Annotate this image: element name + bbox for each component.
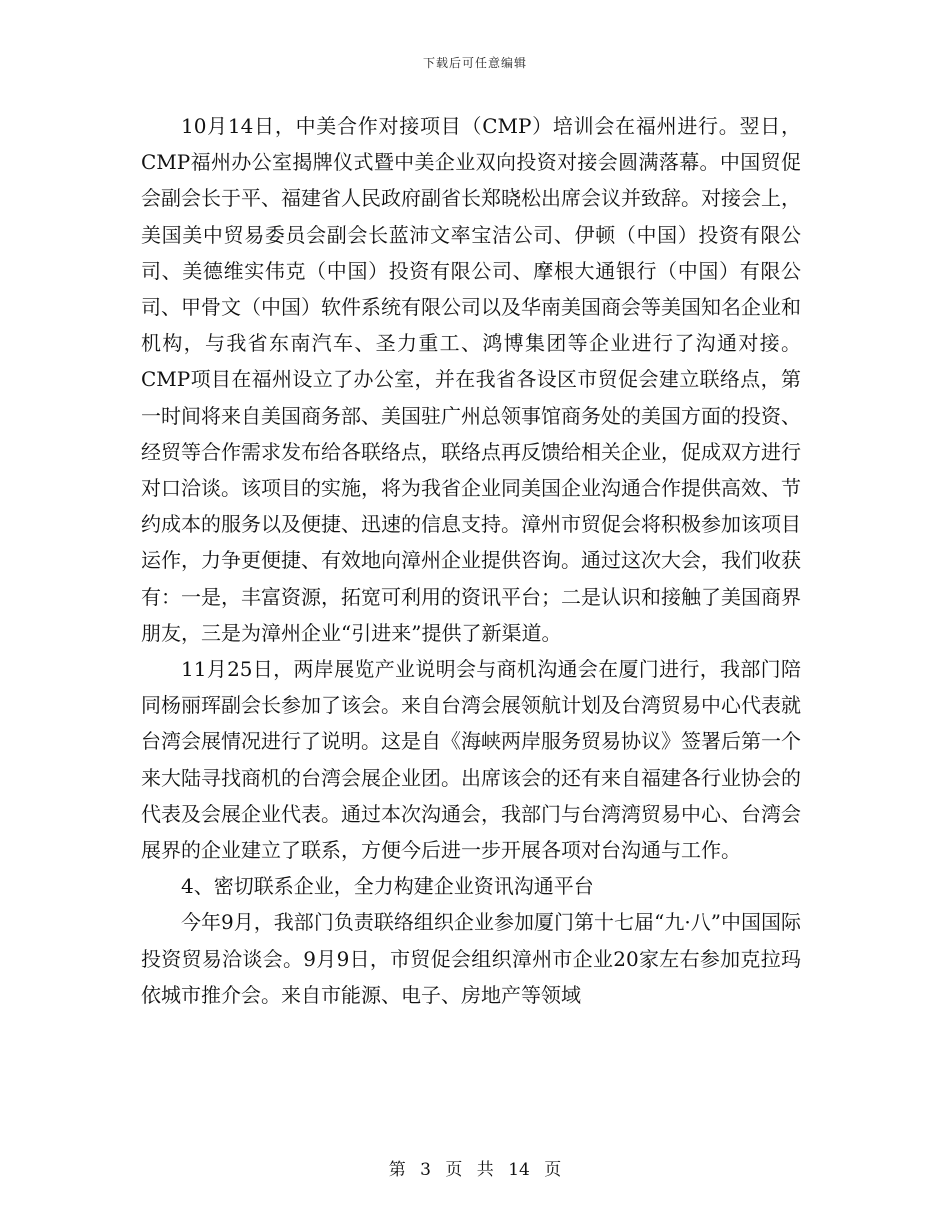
page-footer xyxy=(0,1155,950,1180)
document-body xyxy=(141,108,801,1013)
paragraph-cross-strait-exhibition: 11月25日，两岸展览产业说明会与商机沟通会在厦门进行，我部门陪同杨丽珲副会长参加了该会。来自台湾会展领航计划及台湾贸易中心代表就台湾会展情况进行了说明。这是自《海峡两岸服务贸易协议》签署后第一个来大陆寻找商机的台湾会展企业团。出席该会的还有来自福建各行业协会的代表及会展企业代表。通过本次沟通会，我部门与台湾湾贸易中心、台湾会展界的企业建立了联系，方便今后进一步开展各项对台沟通与工作。 xyxy=(141,657,801,863)
total-pages-number: 14 xyxy=(508,1160,530,1180)
footer-di: 第 xyxy=(388,1160,406,1180)
section-heading-4: 4、密切联系企业，全力构建企业资讯沟通平台 xyxy=(181,874,594,899)
current-page-number: 3 xyxy=(420,1160,431,1180)
footer-gong: 共 xyxy=(476,1160,494,1180)
page-header: 下载后可任意编辑 xyxy=(422,56,527,70)
footer-ye: 页 xyxy=(445,1160,463,1180)
footer-ye-end: 页 xyxy=(544,1160,562,1180)
paragraph-investment-fair: 今年9月，我部门负责联络组织企业参加厦门第十七届“九·八”中国国际投资贸易洽谈会。9月9日，市贸促会组织漳州市企业20家左右参加克拉玛依城市推介会。来自市能源、电子、房地产等领域 xyxy=(141,910,801,1007)
paragraph-cmp-meeting: 10月14日，中美合作对接项目（CMP）培训会在福州进行。翌日，CMP福州办公室揭牌仪式暨中美企业双向投资对接会圆满落幕。中国贸促会副会长于平、福建省人民政府副省长郑晓松出席会议并致辞。对接会上，美国美中贸易委员会副会长蓝沛文率宝洁公司、伊顿（中国）投资有限公司、美德维实伟克（中国）投资有限公司、摩根大通银行（中国）有限公司、甲骨文（中国）软件系统有限公司以及华南美国商会等美国知名企业和机构，与我省东南汽车、圣力重工、鸿博集团等企业进行了沟通对接。 CMP项目在福州设立了办公室，并在我省各设区市贸促会建立联络点，第一时间将来自美国商务部、美国驻广州总领事馆商务处的美国方面的投资、经贸等合作需求发布给各联络点，联络点再反馈给相关企业，促成双方进行对口洽谈。该项目的实施，将为我省企业同美国企业沟通合作提供高效、节约成本的服务以及便捷、迅速的信息支持。漳州市贸促会将积极参加该项目运作，力争更便捷、有效地向漳州企业提供咨询。通过这次大会，我们收获有：一是，丰富资源，拓宽可利用的资讯平台；二是认识和接触了美国商界朋友，三是为漳州企业“引进来”提供了新渠道。 xyxy=(141,114,801,645)
